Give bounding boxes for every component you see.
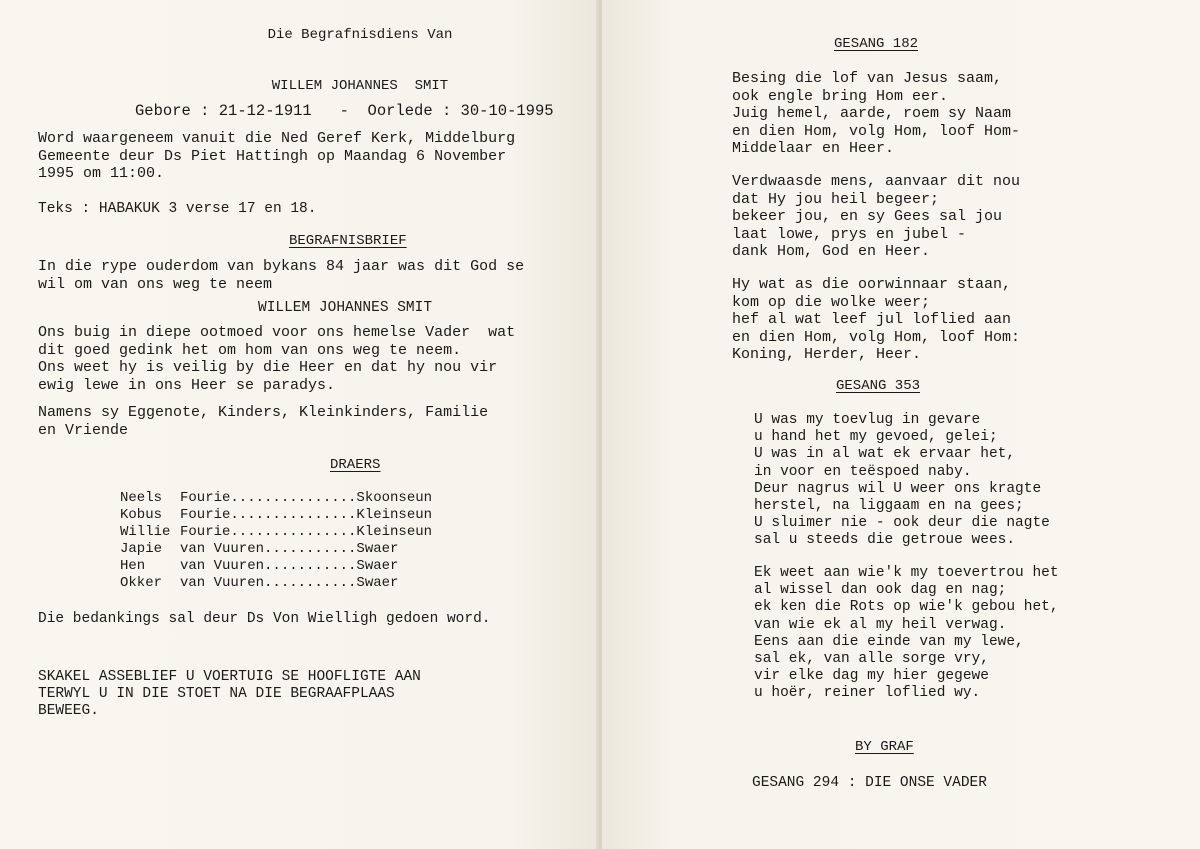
verse-line: al wissel dan ook dag en nag;: [754, 582, 1007, 599]
verse-line: ek ken die Rots op wie'k gebou het,: [754, 599, 1059, 616]
hymn-182-title: GESANG 182: [834, 36, 919, 52]
table-row: [120, 541, 432, 558]
thanks-note: Die bedankings sal deur Ds Von Wielligh gedoen word.: [38, 611, 491, 627]
verse-line: Koning, Herder, Heer.: [732, 346, 922, 363]
bearer-first-name: Neels: [120, 490, 163, 506]
verse-line: Ek weet aan wie'k my toevertrou het: [754, 565, 1059, 581]
notice-line: TERWYL U IN DIE STOET NA DIE BEGRAAFPLAAS: [38, 686, 395, 703]
hymn-353-verse-1: [754, 412, 1050, 550]
birth-death-dates: Gebore : 21-12-1911 - Oorlede : 30-10-1995: [135, 102, 554, 120]
verse-line: laat lowe, prys en jubel -: [732, 225, 967, 243]
right-page: [602, 0, 1200, 849]
verse-line: Deur nagrus wil U weer ons kragte: [754, 480, 1042, 497]
tribute-line: dit goed gedink het om hom van ons weg te neem.: [38, 341, 462, 359]
hymn-353-title: GESANG 353: [836, 378, 921, 394]
letter-title: BEGRAFNISBRIEF: [289, 233, 407, 249]
table-row: [120, 524, 432, 541]
verse-line: U sluimer nie - ook deur die nagte: [754, 515, 1050, 532]
verse-line: Hy wat as die oorwinnaar staan,: [732, 276, 1012, 293]
bearer-first-name: Okker: [120, 575, 163, 591]
hymn-353-verse-2: [754, 565, 1059, 703]
verse-line: en dien Hom, volg Hom, loof Hom-: [732, 122, 1021, 140]
letter-name: WILLEM JOHANNES SMIT: [258, 300, 433, 316]
bearer-detail: Fourie...............Kleinseun: [180, 507, 433, 523]
verse-line: dat Hy jou heil begeer;: [732, 190, 940, 208]
verse-line: u hoër, reiner loflied wy.: [754, 685, 981, 702]
verse-line: Middelaar en Heer.: [732, 140, 895, 157]
table-row: [120, 558, 432, 575]
letter-line: wil om van ons weg te neem: [38, 275, 273, 293]
verse-line: Besing die lof van Jesus saam,: [732, 70, 1003, 87]
notice-line: BEWEEG.: [38, 703, 99, 720]
left-page: [0, 0, 598, 849]
hymn-182-verse-1: [732, 70, 1020, 158]
tribute-text: [38, 324, 515, 394]
verse-line: u hand het my gevoed, gelei;: [754, 429, 998, 446]
verse-line: dank Hom, God en Heer.: [732, 243, 931, 260]
verse-line: Juig hemel, aarde, roem sy Naam: [732, 105, 1012, 122]
letter-line: In die rype ouderdom van bykans 84 jaar was dit God se: [38, 258, 525, 275]
notice-line: SKAKEL ASSEBLIEF U VOERTUIG SE HOOFLIGTE AAN: [38, 669, 421, 685]
family-text: [38, 404, 488, 439]
verse-line: in voor en teëspoed naby.: [754, 463, 972, 480]
verse-line: hef al wat leef jul loflied aan: [732, 311, 1012, 328]
verse-line: en dien Hom, volg Hom, loof Hom:: [732, 328, 1021, 346]
verse-line: sal ek, van alle sorge vry,: [754, 651, 989, 668]
service-line: Word waargeneem vanuit die Ned Geref Kerk, Middelburg: [38, 130, 516, 147]
hymn-182-verse-3: [732, 276, 1020, 364]
deceased-name: WILLEM JOHANNES SMIT: [271, 78, 449, 94]
verse-line: ook engle bring Hom eer.: [732, 87, 949, 105]
bearer-detail: Fourie...............Skoonseun: [180, 490, 433, 506]
bearer-detail: van Vuuren...........Swaer: [180, 558, 399, 574]
bearers-table: [120, 490, 432, 592]
headlights-notice: [38, 669, 421, 721]
family-line: Namens sy Eggenote, Kinders, Kleinkinders, Familie: [38, 404, 489, 421]
verse-line: van wie ek al my heil verwag.: [754, 616, 1007, 633]
family-line: en Vriende: [38, 421, 129, 439]
bearer-first-name: Japie: [120, 541, 163, 557]
bearers-title: DRAERS: [330, 457, 381, 473]
bearer-detail: van Vuuren...........Swaer: [180, 575, 399, 591]
verse-line: U was my toevlug in gevare: [754, 412, 981, 428]
verse-line: kom op die wolke weer;: [732, 293, 931, 311]
service-line: 1995 om 11:00.: [38, 165, 165, 182]
by-grave-title: BY GRAF: [855, 739, 914, 755]
service-heading: Die Begrafnisdiens Van: [267, 27, 453, 43]
letter-text: [38, 258, 524, 293]
bearer-detail: Fourie...............Kleinseun: [180, 524, 433, 540]
verse-line: sal u steeds die getroue wees.: [754, 532, 1016, 549]
hymn-182-verse-2: [732, 173, 1020, 261]
bearer-first-name: Kobus: [120, 507, 163, 523]
tribute-line: Ons weet hy is veilig by die Heer en dat hy nou vir: [38, 359, 498, 376]
verse-line: bekeer jou, en sy Gees sal jou: [732, 208, 1003, 225]
grave-hymn: GESANG 294 : DIE ONSE VADER: [752, 775, 987, 791]
tribute-line: ewig lewe in ons Heer se paradys.: [38, 376, 336, 394]
verse-line: herstel, na liggaam en na gees;: [754, 498, 1024, 515]
scripture-reference: Teks : HABAKUK 3 verse 17 en 18.: [38, 201, 317, 217]
verse-line: vir elke dag my hier gegewe: [754, 668, 989, 685]
bearer-first-name: Willie: [120, 524, 171, 540]
bearer-first-name: Hen: [120, 558, 146, 574]
table-row: [120, 507, 432, 524]
service-line: Gemeente deur Ds Piet Hattingh op Maandag 6 November: [38, 147, 507, 165]
table-row: [120, 575, 432, 592]
verse-line: Eens aan die einde van my lewe,: [754, 633, 1024, 650]
table-row: [120, 490, 432, 507]
verse-line: Verdwaasde mens, aanvaar dit nou: [732, 173, 1021, 190]
service-details: [38, 130, 515, 183]
bearer-detail: van Vuuren...........Swaer: [180, 541, 399, 557]
tribute-line: Ons buig in diepe ootmoed voor ons hemelse Vader wat: [38, 324, 516, 341]
verse-line: U was in al wat ek ervaar het,: [754, 446, 1016, 463]
